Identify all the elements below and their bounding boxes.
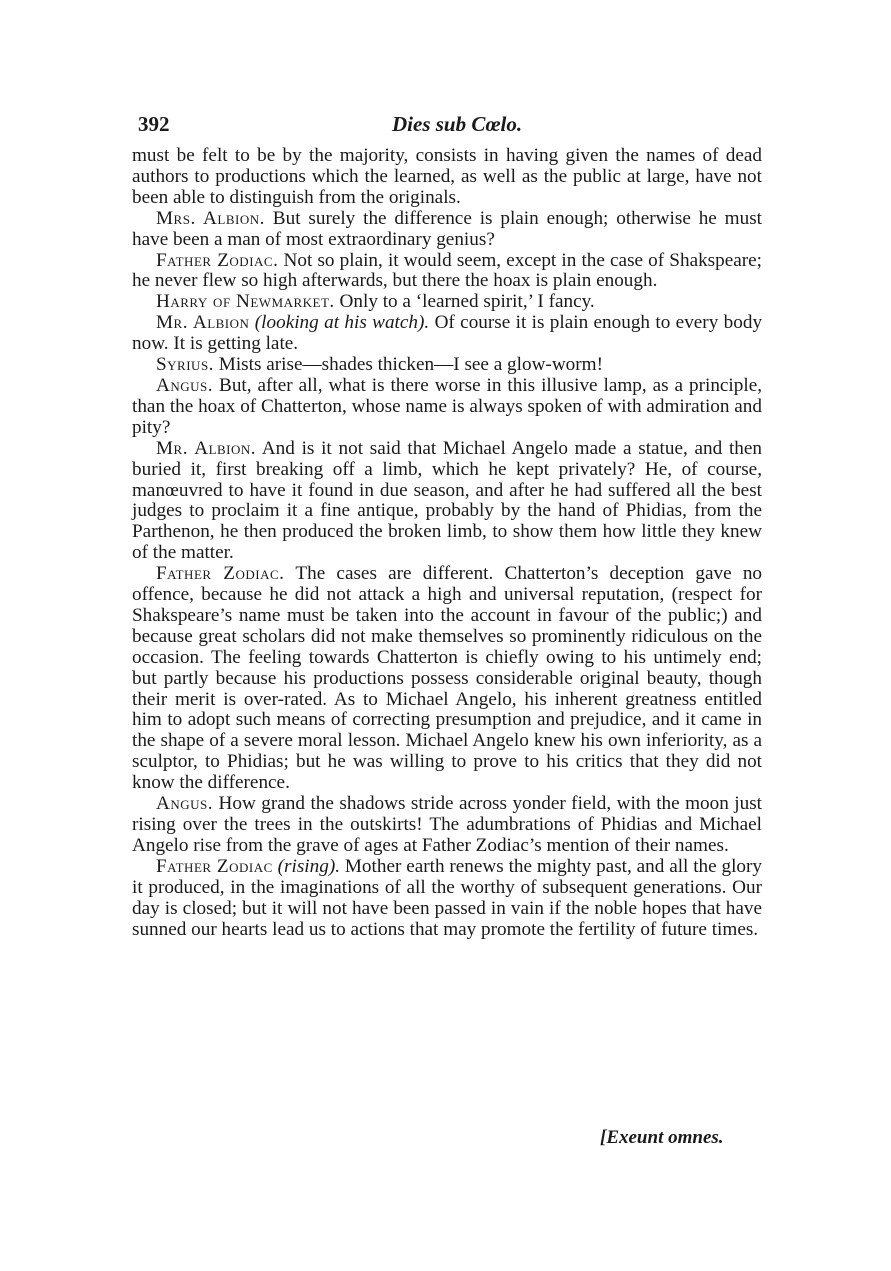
stage-direction: (rising). [277, 855, 341, 877]
paragraph-text: must be felt to be by the majority, consists in having given the names of dead authors to productions which the learned, as well as the public at large, have not been able to distinguish from the originals. [132, 145, 762, 208]
exit-direction: [Exeunt omnes. [600, 1127, 724, 1148]
speaker-name: Syrius. [156, 354, 214, 376]
paragraph-text: But surely the difference is plain enough; otherwise he must have been a man of most extraordinary genius? [132, 207, 762, 250]
paragraph-text: Not so plain, it would seem, except in the case of Shakspeare; he never flew so high afterwards, but there the hoax is plain enough. [132, 249, 763, 292]
speaker-name: Father Zodiac. [156, 563, 285, 585]
stage-direction: (looking at his watch). [254, 312, 430, 334]
paragraph-text: And is it not said that Michael Angelo made a statue, and then buried it, first breaking off a limb, which he kept privately? He, of course, manœuvred to have it found in due season, and after he had suffered all the best judges to proclaim it a fine antique, probably by the hand of Phidias, from the Parthenon, he then produced the broken limb, to show them how little they knew of the matter. [132, 437, 762, 564]
speaker-name: Father Zodiac [156, 855, 273, 877]
paragraph [132, 857, 762, 941]
running-title: Dies sub Cœlo. [392, 112, 523, 136]
speaker-name: Mr. Albion. [156, 437, 257, 459]
speaker-name: Mr. Albion [156, 312, 250, 334]
speaker-name: Mrs. Albion. [156, 207, 265, 229]
paragraph [132, 376, 762, 439]
paragraph-text: Mists arise—shades thicken—I see a glow-worm! [218, 354, 603, 376]
paragraph [132, 355, 762, 376]
paragraph [132, 439, 762, 564]
paragraph-text: Of course it is plain enough to every body now. It is getting late. [132, 312, 763, 355]
paragraph [132, 146, 762, 209]
paragraph [132, 564, 762, 794]
paragraph-text: Only to a ‘learned spirit,’ I fancy. [339, 291, 595, 313]
paragraph [132, 313, 762, 355]
page-number: 392 [138, 112, 170, 136]
paragraph [132, 794, 762, 857]
paragraph-text: Mother earth renews the mighty past, and all the glory it produced, in the imaginations of all the worthy of subsequent generations. Our day is closed; but it will not have been passed in vain if the noble hopes that have sunned our hearts lead us to actions that may promote the fertility of future times. [132, 855, 763, 940]
paragraph-text: But, after all, what is there worse in this illusive lamp, as a principle, than the hoax of Chatterton, whose name is always spoken of with admiration and pity? [132, 374, 763, 438]
body-text [132, 146, 762, 940]
paragraph-text: How grand the shadows stride across yonder field, with the moon just rising over the trees in the outskirts! The adumbrations of Phidias and Michael Angelo rise from the grave of ages at Father Zodiac’s mention of their names. [132, 793, 762, 856]
speaker-name: Angus. [156, 374, 214, 396]
paragraph [132, 251, 762, 293]
speaker-name: Father Zodiac. [156, 249, 279, 271]
paragraph [132, 209, 762, 251]
speaker-name: Angus. [156, 793, 214, 815]
paragraph [132, 292, 762, 313]
page-header [132, 112, 760, 140]
speaker-name: Harry of Newmarket. [156, 291, 335, 313]
paragraph-text: The cases are different. Chatterton’s deception gave no offence, because he did not attack a high and universal reputation, (respect for Shakspeare’s name must be taken into the account in favour of the public;) and because great scholars did not make themselves so prominently ridiculous on the occasion. The feeling towards Chatterton is chiefly owing to his untimely end; but partly because his productions possess considerable original beauty, though their merit is over-rated. As to Michael Angelo, his inherent greatness entitled him to adopt such means of correcting presumption and prejudice, and it came in the shape of a severe moral lesson. Michael Angelo knew his own inferiority, as a sculptor, to Phidias; but he was willing to prove to his critics that they did not know the difference. [132, 563, 763, 794]
